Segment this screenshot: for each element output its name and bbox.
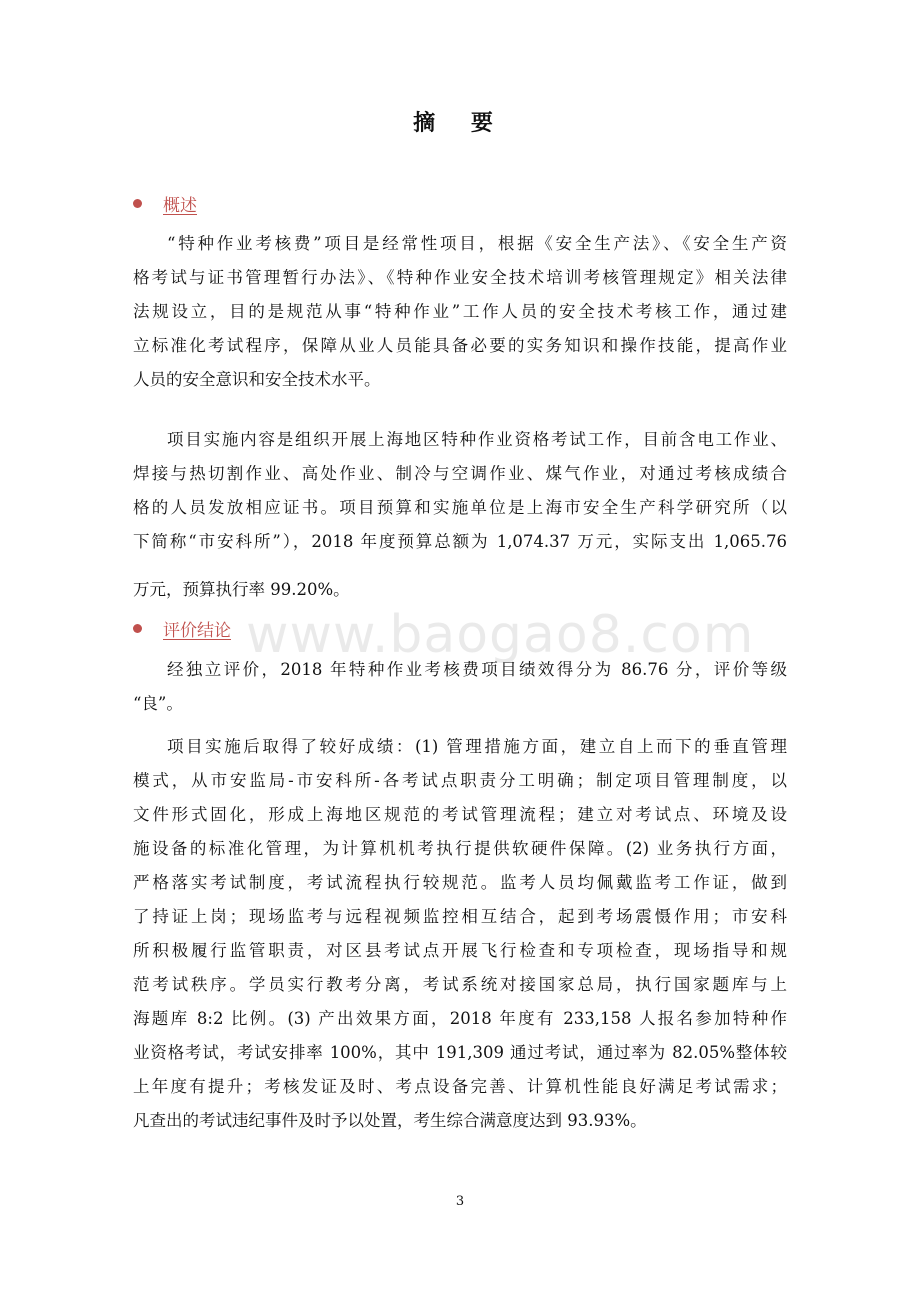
paragraph-line: “良”。 <box>133 694 183 713</box>
paragraph-line: 海题库 8:2 比例。(3) 产出效果方面，2018 年度有 233,158 人报名参加特种作 <box>133 1009 787 1028</box>
section-heading-conclusion <box>133 615 231 641</box>
section-heading-text: 概述 <box>163 195 197 216</box>
watermark: www.baogao8.com <box>246 605 755 665</box>
paragraph-line: 项目实施后取得了较好成绩：(1) 管理措施方面，建立自上而下的垂直管理 <box>167 737 787 756</box>
paragraph-line: 严格落实考试制度，考试流程执行较规范。监考人员均佩戴监考工作证，做到 <box>133 873 787 892</box>
paragraph-line: 施设备的标准化管理，为计算机机考执行提供软硬件保障。(2) 业务执行方面， <box>133 839 787 858</box>
paragraph-line: 业资格考试，考试安排率 100%，其中 191,309 通过考试，通过率为 82.05%整体较 <box>133 1043 787 1062</box>
paragraph-line: 人员的安全意识和安全技术水平。 <box>133 370 381 389</box>
paragraph-line: 格的人员发放相应证书。项目预算和实施单位是上海市安全生产科学研究所（以 <box>133 498 787 517</box>
paragraph-line: 立标准化考试程序，保障从业人员能具备必要的实务知识和操作技能，提高作业 <box>133 336 787 355</box>
paragraph-line: 下简称“市安科所”），2018 年度预算总额为 1,074.37 万元，实际支出 1,065.76 <box>133 532 787 551</box>
paragraph-line: 法规设立，目的是规范从事“特种作业”工作人员的安全技术考核工作，通过建 <box>133 302 787 321</box>
bullet-icon <box>133 199 142 208</box>
paragraph-line: 了持证上岗；现场监考与远程视频监控相互结合，起到考场震慑作用；市安科 <box>133 907 787 926</box>
section-heading-overview <box>133 190 197 216</box>
section-heading-text: 评价结论 <box>163 620 231 641</box>
paragraph-line: 所积极履行监管职责，对区县考试点开展飞行检查和专项检查，现场指导和规 <box>133 941 787 960</box>
paragraph-line: 万元，预算执行率 99.20%。 <box>133 580 350 599</box>
paragraph-line: 范考试秩序。学员实行教考分离，考试系统对接国家总局，执行国家题库与上 <box>133 975 787 994</box>
paragraph-line: 凡查出的考试违纪事件及时予以处置，考生综合满意度达到 93.93%。 <box>133 1111 647 1130</box>
paragraph-line: 模式，从市安监局-市安科所-各考试点职责分工明确；制定项目管理制度，以 <box>133 771 787 790</box>
paragraph-line: 格考试与证书管理暂行办法》、《特种作业安全技术培训考核管理规定》相关法律 <box>133 268 787 287</box>
bullet-icon <box>133 624 142 633</box>
page-number: 3 <box>455 1194 465 1209</box>
paragraph-line: “特种作业考核费”项目是经常性项目，根据《安全生产法》、《安全生产资 <box>167 234 787 253</box>
paragraph-line: 经独立评价，2018 年特种作业考核费项目绩效得分为 86.76 分，评价等级 <box>167 660 787 679</box>
paragraph-line: 项目实施内容是组织开展上海地区特种作业资格考试工作，目前含电工作业、 <box>167 430 787 449</box>
page-title: 摘 要 <box>413 110 507 136</box>
paragraph-line: 焊接与热切割作业、高处作业、制冷与空调作业、煤气作业，对通过考核成绩合 <box>133 464 787 483</box>
paragraph-line: 上年度有提升；考核发证及时、考点设备完善、计算机性能良好满足考试需求； <box>133 1077 787 1096</box>
paragraph-line: 文件形式固化，形成上海地区规范的考试管理流程；建立对考试点、环境及设 <box>133 805 787 824</box>
